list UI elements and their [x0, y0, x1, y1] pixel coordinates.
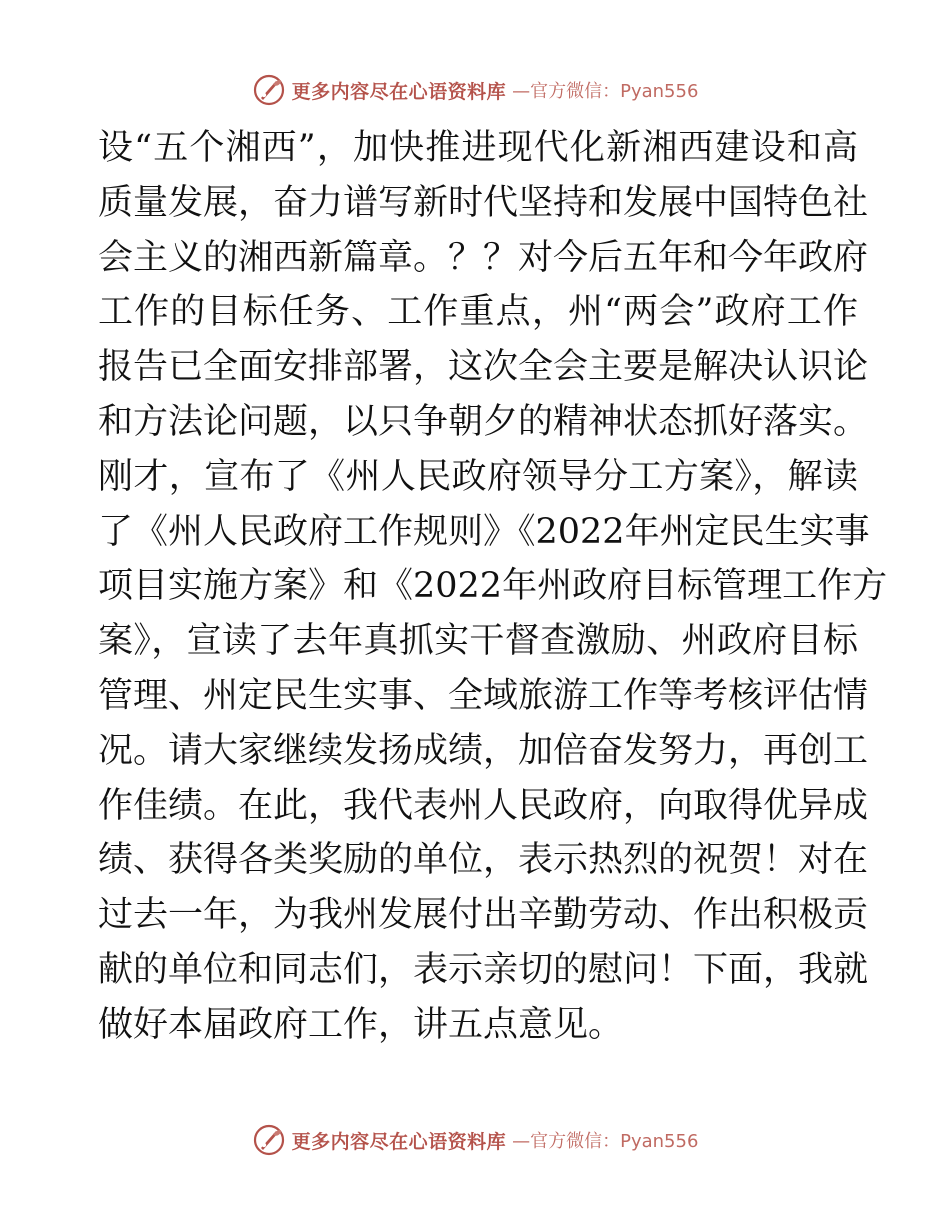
quill-logo-icon	[252, 1123, 286, 1157]
body-line: 项目实施方案》和《2022年州政府目标管理工作方	[98, 566, 888, 607]
body-line: 作佳绩。在此，我代表州人民政府，向取得优异成	[98, 785, 869, 826]
body-line: 况。请大家继续发扬成绩，加倍奋发努力，再创工	[98, 730, 869, 771]
footer-banner-title: 更多内容尽在心语资料库	[291, 1130, 507, 1153]
body-line: 设“五个湘西”，加快推进现代化新湘西建设和高	[98, 128, 858, 168]
body-line: 工作的目标任务、工作重点，州“两会”政府工作	[98, 292, 858, 333]
body-line: 绩、获得各类奖励的单位，表示热烈的祝贺！对在	[98, 840, 869, 881]
body-line: 会主义的湘西新篇章。？？对今后五年和今年政府	[98, 237, 869, 278]
quill-logo-icon	[252, 73, 286, 107]
body-line: 献的单位和同志们，表示亲切的慰问！下面，我就	[98, 949, 869, 990]
body-line: 做好本届政府工作，讲五点意见。	[98, 1004, 624, 1045]
body-line: 了《州人民政府工作规则》《2022年州定民生实事	[98, 511, 870, 552]
header-banner-wechat: —官方微信：Pyan556	[512, 81, 699, 102]
body-line: 管理、州定民生实事、全域旅游工作等考核评估情	[98, 675, 869, 716]
footer-banner	[0, 1120, 950, 1160]
body-line: 过去一年，为我州发展付出辛勤劳动、作出积极贡	[98, 895, 869, 936]
header-banner	[0, 70, 950, 110]
body-line: 报告已全面安排部署，这次全会主要是解决认识论	[98, 347, 869, 388]
body-line: 刚才，宣布了《州人民政府领导分工方案》，解读	[98, 456, 858, 497]
footer-banner-wechat: —官方微信：Pyan556	[512, 1131, 699, 1152]
body-line: 案》，宣读了去年真抓实干督查激励、州政府目标	[98, 621, 858, 662]
header-banner-title: 更多内容尽在心语资料库	[291, 80, 507, 103]
document-body	[98, 121, 888, 1053]
body-line: 质量发展，奋力谱写新时代坚持和发展中国特色社	[98, 182, 869, 223]
body-line: 和方法论问题，以只争朝夕的精神状态抓好落实。	[98, 401, 869, 442]
